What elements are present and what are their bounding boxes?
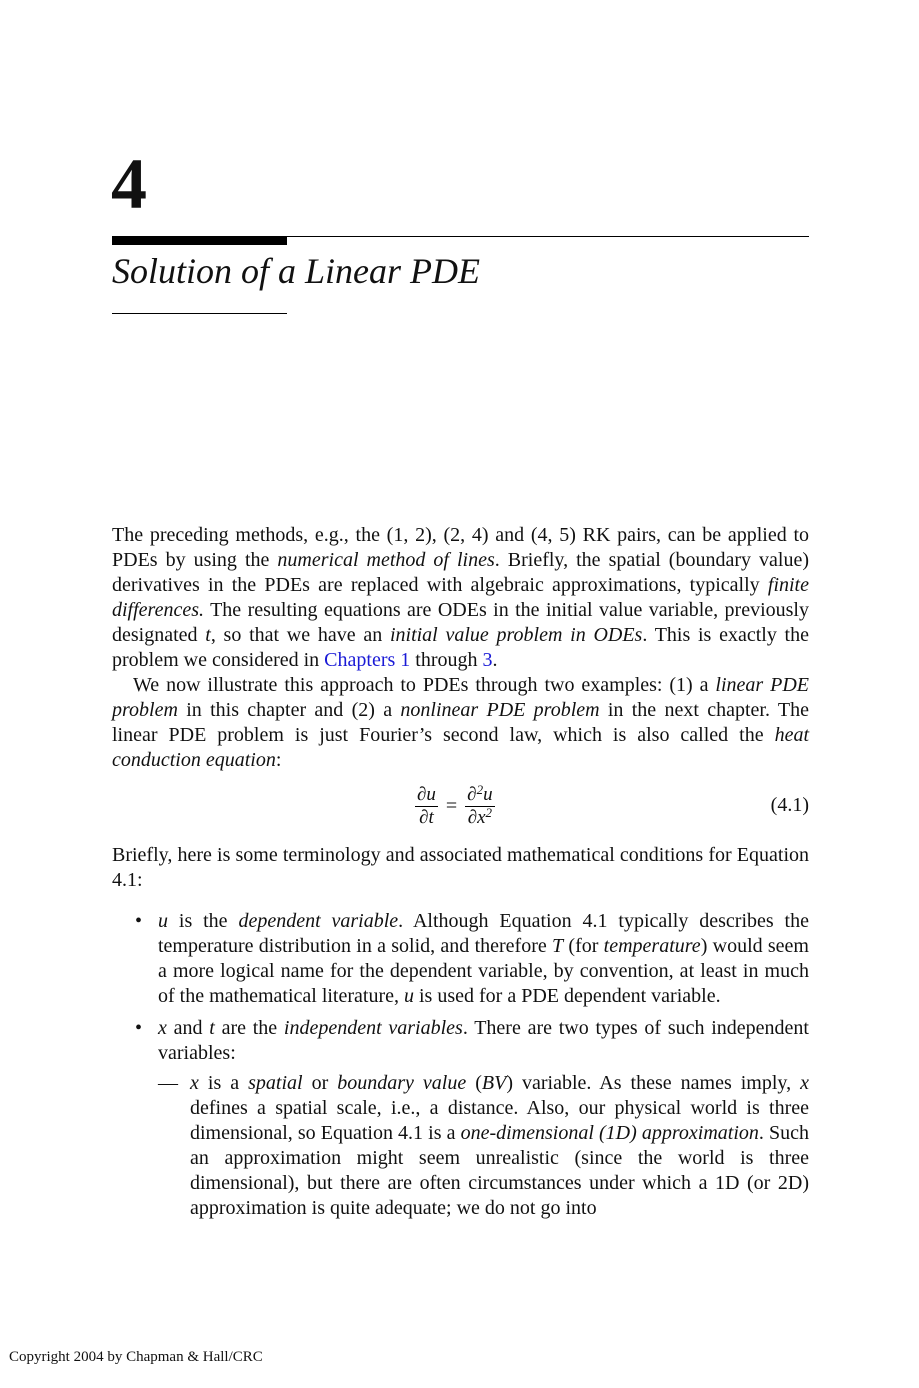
chapter-title: Solution of a Linear PDE: [112, 251, 480, 291]
emphasis: finite differences.: [112, 574, 809, 621]
text-run: and: [166, 1017, 210, 1039]
emphasis: heat conduction equation: [112, 724, 809, 771]
text-run: . Such an approximation might seem unrealistic (since the world is three dimensional), but there are often circumstances under which a 1D (or 2D) approximation is quite adequate; we do not go into: [190, 1122, 809, 1219]
text-run: The resulting equations are ODEs in the initial value variable, previously designated: [112, 599, 809, 646]
emphasis: BV: [481, 1072, 507, 1094]
text-run: . There are two types of such independent variables:: [158, 1017, 809, 1064]
text-run: or: [302, 1072, 338, 1094]
text-run: is used for a PDE dependent variable.: [414, 985, 721, 1007]
text-run: . Briefly, the spatial (boundary value) derivatives in the PDEs are replaced with algebraic approximations, typically: [112, 549, 809, 596]
emphasis: independent variables: [283, 1017, 463, 1039]
paragraph-terminology: Briefly, here is some terminology and associated mathematical conditions for Equation 4.1:: [112, 844, 809, 891]
text-run: . This is exactly the problem we considered in: [112, 624, 809, 671]
sub-list-item: [158, 1071, 809, 1221]
exponent: 2: [485, 804, 493, 820]
partial-x: ∂x: [467, 806, 486, 828]
bullet-marker: •: [135, 1017, 143, 1039]
text-run: through: [410, 649, 483, 671]
emphasis: x: [190, 1072, 199, 1094]
emphasis: x: [158, 1017, 167, 1039]
lhs-denominator: ∂t: [419, 806, 434, 828]
text-run: (: [466, 1072, 482, 1094]
copyright-footer: Copyright 2004 by Chapman & Hall/CRC: [9, 1349, 263, 1365]
chapter-3-link[interactable]: 3: [482, 649, 493, 671]
emphasis: t: [205, 624, 211, 646]
text-run: are the: [214, 1017, 284, 1039]
variable: u: [483, 783, 493, 805]
text-run: ) variable. As these names imply,: [506, 1072, 801, 1094]
text-run: is a: [198, 1072, 249, 1094]
text-run: defines a spatial scale, i.e., a distance. Also, our physical world is three dimensional, so Equation 4.1 is a: [190, 1097, 809, 1144]
emphasis: t: [209, 1017, 215, 1039]
emphasis: initial value problem in ODEs: [389, 624, 643, 646]
emphasis: one-dimensional (1D) approximation: [460, 1122, 759, 1144]
chapter-rule-thick: [112, 236, 287, 245]
lhs-numerator: ∂u: [417, 783, 436, 805]
equation-number: (4.1): [770, 794, 809, 816]
paragraph-method-of-lines: [112, 523, 809, 673]
text-run: :: [275, 749, 282, 771]
list-item: [112, 909, 809, 1009]
chapter-rule-thin: [287, 236, 809, 237]
emphasis: dependent variable: [238, 910, 399, 932]
equation-body: [415, 779, 495, 833]
exponent: 2: [476, 781, 484, 797]
text-run: in the next chapter. The linear PDE problem is just Fourier’s second law, which is also called the: [112, 699, 809, 746]
rhs-denominator: [466, 804, 494, 829]
chapter-number: 4: [111, 144, 147, 224]
rhs-numerator: [465, 781, 494, 807]
text-run: . Although Equation 4.1 typically describes the temperature distribution in a solid, and therefore: [158, 910, 809, 957]
emphasis: T: [552, 935, 564, 957]
emphasis: numerical method of lines: [277, 549, 495, 571]
emphasis: boundary value: [337, 1072, 467, 1094]
text-run: The preceding methods, e.g., the (1, 2), (2, 4) and (4, 5) RK pairs, can be applied to PDEs by using the: [112, 524, 809, 571]
text-run: (for: [563, 935, 604, 957]
partial-symbol: ∂: [467, 783, 477, 805]
emphasis: linear PDE problem: [112, 674, 809, 721]
text-run: We now illustrate this approach to PDEs through two examples: (1) a: [133, 674, 716, 696]
text-run: ) would seem a more logical name for the dependent variable, by convention, at least in much of the mathematical literature,: [158, 935, 809, 1007]
title-underline: [112, 313, 287, 314]
text-run: is the: [168, 910, 239, 932]
emphasis: temperature: [603, 935, 701, 957]
body-text: [112, 523, 809, 1228]
emphasis: u: [158, 910, 168, 932]
emphasis: x: [800, 1072, 809, 1094]
lhs-fraction: [415, 784, 438, 829]
dash-marker: —: [158, 1072, 178, 1094]
list-item: [112, 1016, 809, 1221]
emphasis: spatial: [248, 1072, 303, 1094]
chapters-1-link[interactable]: Chapters 1: [324, 649, 411, 671]
rhs-fraction: [465, 781, 494, 829]
equation-4-1: [112, 779, 809, 833]
terminology-list: [112, 909, 809, 1221]
sub-list: [158, 1071, 809, 1221]
emphasis: u: [404, 985, 414, 1007]
equals-sign: =: [445, 794, 458, 817]
text-run: .: [492, 649, 498, 671]
paragraph-examples: [112, 673, 809, 773]
emphasis: nonlinear PDE problem: [400, 699, 600, 721]
bullet-marker: •: [135, 910, 143, 932]
text-run: , so that we have an: [210, 624, 390, 646]
text-run: in this chapter and (2) a: [177, 699, 401, 721]
